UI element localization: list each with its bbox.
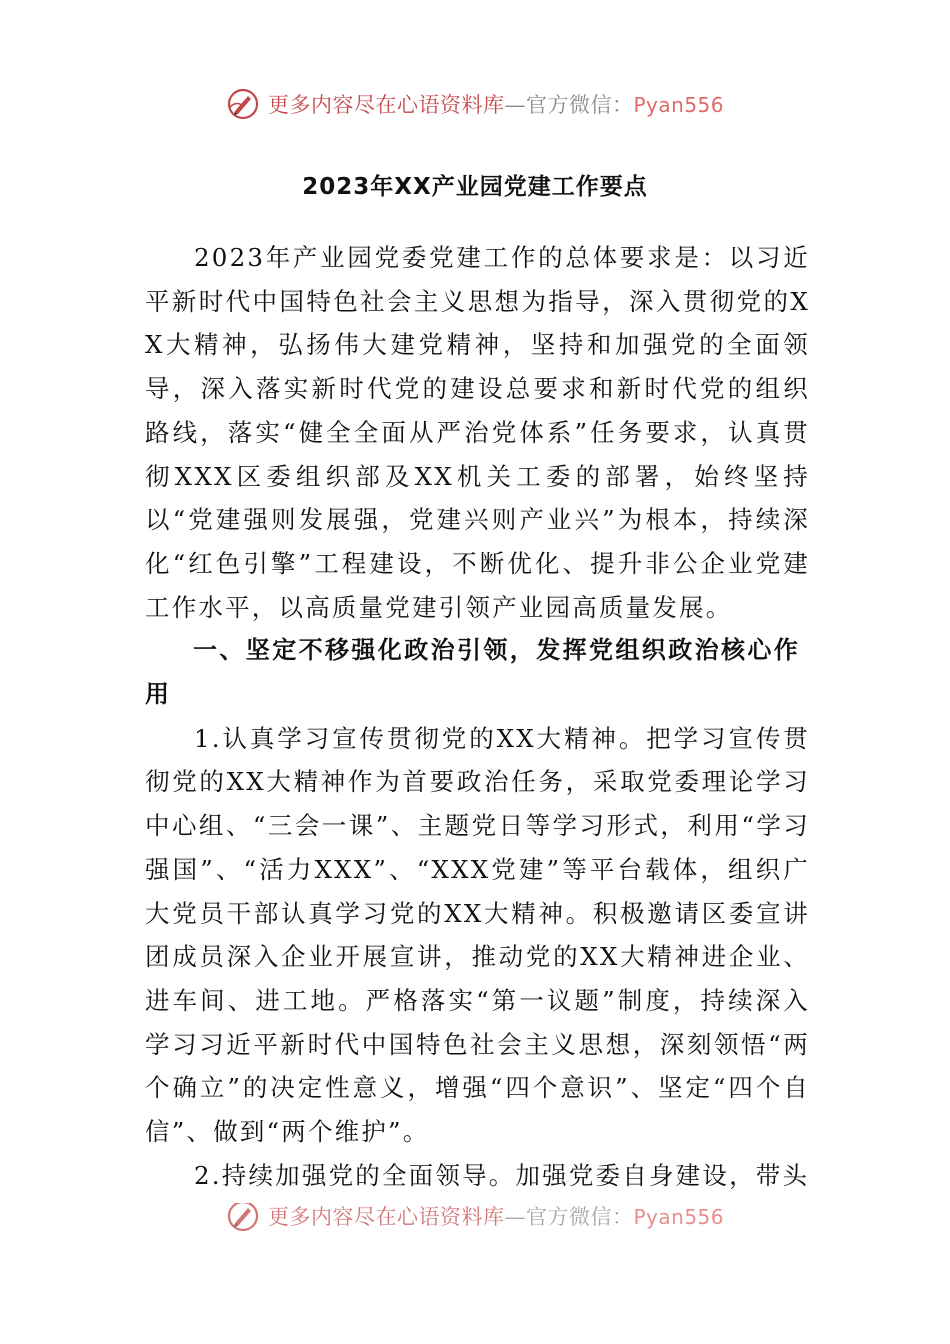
item-1-paragraph: 1.认真学习宣传贯彻党的XX大精神。把学习宣传贯彻党的XX大精神作为首要政治任务，采取党委理论学习中心组、“三会一课”、主题党日等学习形式，利用“学习强国”、“活力XXX”、“XXX党建”等平台载体，组织广大党员干部认真学习党的XX大精神。积极邀请区委宣讲团成员深入企业开展宣讲，推动党的XX大精神进企业、进车间、进工地。严格落实“第一议题”制度，持续深入学习习近平新时代中国特色社会主义思想，深刻领悟“两个确立”的决定性意义，增强“四个意识”、坚定“四个自信”、做到“两个维护”。 — [145, 723, 810, 1147]
document-title: 2023年XX产业园党建工作要点 — [302, 174, 648, 200]
pen-logo-icon — [226, 87, 260, 121]
footer-wechat-id: Pyan556 — [633, 1205, 724, 1229]
watermark-separator: — — [504, 93, 526, 117]
footer-wechat-label: 官方微信： — [525, 1205, 634, 1229]
watermark-wechat-label: 官方微信： — [525, 93, 634, 117]
footer-watermark — [0, 1203, 950, 1233]
pen-logo-icon — [226, 1203, 260, 1233]
document-body — [145, 236, 810, 1197]
watermark-wechat-id: Pyan556 — [633, 93, 724, 117]
footer-separator: — — [504, 1205, 526, 1229]
section-1-heading: 一、坚定不移强化政治引领，发挥党组织政治核心作用 — [145, 636, 801, 709]
intro-paragraph: 2023年产业园党委党建工作的总体要求是：以习近平新时代中国特色社会主义思想为指导，深入贯彻党的XX大精神，弘扬伟大建党精神，坚持和加强党的全面领导，深入落实新时代党的建设总要求和新时代党的组织路线，落实“健全全面从严治党体系”任务要求，认真贯彻XXX区委组织部及XX机关工委的部署，始终坚持以“党建强则发展强，党建兴则产业兴”为根本，持续深化“红色引擎”工程建设，不断优化、提升非公企业党建工作水平，以高质量党建引领产业园高质量发展。 — [145, 243, 810, 622]
footer-main-text: 更多内容尽在心语资料库 — [267, 1205, 505, 1229]
item-2-paragraph: 2.持续加强党的全面领导。加强党委自身建设，带头 — [194, 1160, 810, 1190]
header-watermark — [0, 84, 950, 124]
watermark-main-text: 更多内容尽在心语资料库 — [267, 93, 505, 117]
